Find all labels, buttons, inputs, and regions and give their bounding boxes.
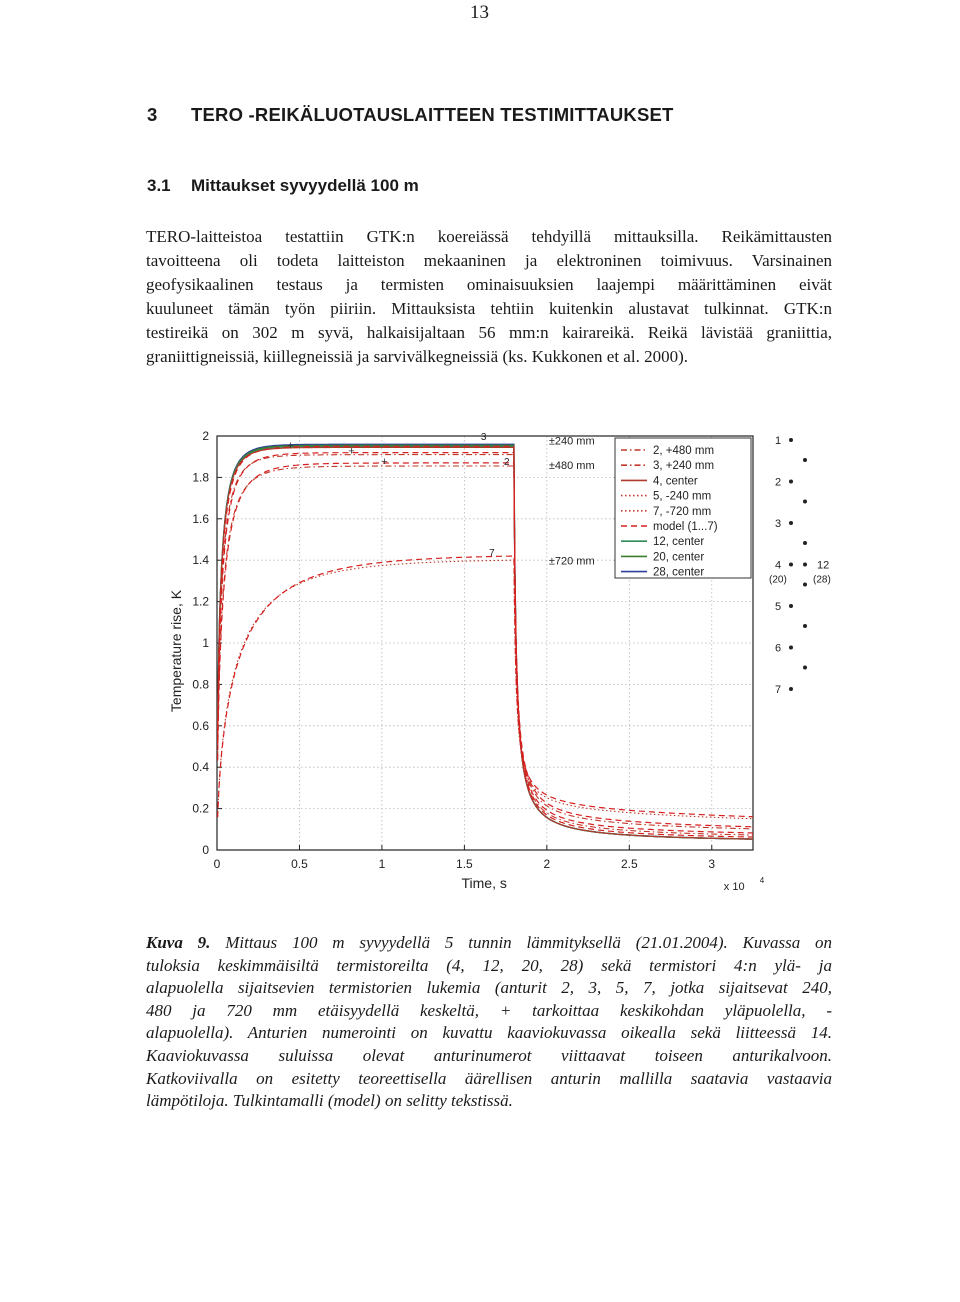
- y-tick-label: 2: [202, 429, 209, 443]
- sensor-diagram: [769, 435, 831, 696]
- sensor-dot: [803, 541, 807, 545]
- sensor-number: 4: [775, 559, 782, 572]
- y-tick-label: 0.4: [192, 760, 209, 775]
- body-paragraph: [146, 225, 832, 369]
- plus-marker: +: [287, 439, 294, 452]
- paragraph-line: tavoitteena oli todeta laitteiston mekaaninen ja elektroninen toimivuus. Varsinainen: [146, 251, 832, 270]
- x-tick-label: 1.5: [456, 857, 473, 871]
- legend-entry: 28, center: [653, 566, 705, 579]
- x-tick-label: 2.5: [620, 857, 638, 871]
- model-curve: [218, 556, 753, 817]
- subsection-number: 3.1: [147, 176, 171, 195]
- sensor-dot: [789, 604, 793, 608]
- chart-legend: [615, 438, 751, 579]
- sensor-dot: [803, 458, 807, 462]
- measured-curve: [218, 560, 753, 819]
- caption-line: alapuolella sijaitsevien termistorien lukemia (anturit 2, 3, 5, 7, jotka sijaitsevat 240,: [146, 978, 832, 998]
- x-tick-label: 2: [543, 857, 551, 871]
- sensor-dot: [803, 500, 807, 504]
- legend-entry: model (1...7): [653, 521, 718, 533]
- paragraph-line: kuuluneet tämän työn piiriin. Mittauksista tehtiin kuitenkin alustavat tulkinnat. GTK:n: [146, 299, 832, 318]
- caption-line: [146, 932, 832, 955]
- sensor-dot: [789, 521, 793, 525]
- legend-entry: 7, -720 mm: [653, 505, 712, 518]
- paragraph-line: graniittigneissiä, kiillegneissiä ja sarvivälkegneissiä (ks. Kukkonen et al. 2000).: [146, 347, 688, 366]
- plus-marker: +: [381, 455, 388, 468]
- sensor-number: 7: [775, 684, 782, 696]
- y-tick-label: 0.8: [192, 677, 209, 692]
- sensor-number: 5: [775, 601, 782, 613]
- caption-line: 480 ja 720 mm etäisyydellä keskeltä, + tarkoittaa keskikohdan yläpuolella, -: [146, 1000, 832, 1020]
- legend-entry: 2, +480 mm: [653, 445, 715, 457]
- sensor-dot: [789, 563, 793, 567]
- paragraph-line: testireikä on 302 m syvä, halkaisijaltaan 56 mm:n kairareikä. Reikä lävistää graniittia,: [146, 323, 832, 342]
- sensor-dot: [803, 624, 807, 628]
- caption-line: Katkoviivalla on esitetty teoreettisella äärellisen anturin mallilla saatavia vastaavia: [146, 1068, 832, 1088]
- subsection-heading: [147, 176, 419, 196]
- subsection-title: Mittaukset syvyydellä 100 m: [191, 176, 419, 195]
- x-axis-multiplier: x 10: [723, 881, 745, 893]
- sensor-dot: [789, 687, 793, 691]
- legend-entry: 4, center: [653, 475, 698, 488]
- sensor-dot: [803, 563, 807, 567]
- x-axis-multiplier-exponent: 4: [759, 876, 765, 885]
- y-tick-label: 0.6: [192, 718, 209, 733]
- x-tick-label: 3: [708, 857, 716, 871]
- y-tick-label: 0.2: [192, 801, 209, 816]
- y-tick-label: 1.4: [192, 553, 209, 568]
- x-axis-label: Time, s: [461, 875, 507, 891]
- temperature-chart: [155, 412, 845, 902]
- x-tick-label: 1: [378, 857, 386, 871]
- offset-annotation: ±480 mm: [548, 460, 595, 473]
- sensor-number: 6: [775, 642, 782, 655]
- y-tick-label: 1: [202, 636, 209, 650]
- legend-entry: 20, center: [653, 551, 705, 564]
- page-number: 13: [470, 2, 489, 23]
- offset-annotation: ±240 mm: [548, 435, 595, 448]
- y-tick-label: 1.2: [192, 594, 209, 609]
- offset-annotation: ±720 mm: [548, 555, 595, 568]
- sensor-dot: [803, 583, 807, 587]
- sensor-number-sub: (20): [769, 574, 787, 586]
- curve-label: 3: [480, 432, 487, 444]
- sensor-number: 1: [775, 435, 782, 447]
- sensor-number: 3: [775, 518, 782, 530]
- section-title: TERO -REIKÄLUOTAUSLAITTEEN TESTIMITTAUKSET: [191, 104, 674, 125]
- sensor-dot: [803, 666, 807, 670]
- sensor-dot: [789, 480, 793, 484]
- y-axis-label: Temperature rise, K: [168, 589, 184, 713]
- y-tick-label: 1.8: [192, 470, 209, 485]
- section-heading: [147, 104, 674, 126]
- legend-entry: 3, +240 mm: [653, 460, 715, 473]
- legend-entry: 12, center: [653, 536, 705, 549]
- paragraph-line: geofysikaalinen testaus ja termisten ominaisuuksien laajempi määrittäminen eivät: [146, 275, 832, 294]
- paragraph-line: TERO-laitteistoa testattiin GTK:n koereiässä tehdyillä mittauksilla. Reikämittausten: [146, 227, 832, 246]
- y-tick-label: 0: [202, 843, 209, 857]
- sensor-number: 12: [817, 559, 830, 572]
- x-tick-label: 0: [213, 857, 221, 871]
- curve-label: 7: [489, 548, 495, 560]
- sensor-dot: [789, 438, 793, 442]
- caption-label: Kuva 9.: [146, 933, 211, 952]
- plus-marker: +: [348, 445, 355, 458]
- caption-line: alapuolella). Anturien numerointi on kuvattu kaaviokuvassa oikealla sekä liitteessä 14.: [146, 1023, 832, 1043]
- y-tick-label: 1.6: [192, 511, 209, 526]
- legend-entry: 5, -240 mm: [653, 490, 712, 503]
- x-tick-label: 0.5: [291, 857, 308, 871]
- caption-line: lämpötiloja. Tulkintamalli (model) on selitty tekstissä.: [146, 1091, 513, 1111]
- sensor-dot: [789, 646, 793, 650]
- figure-caption: [146, 932, 832, 1113]
- caption-text: Mittaus 100 m syvyydellä 5 tunnin lämmityksellä (21.01.2004). Kuvassa on: [210, 933, 832, 952]
- section-number: 3: [147, 104, 158, 125]
- caption-line: tuloksia keskimmäisiltä termistoreilta (4, 12, 20, 28) sekä termistori 4:n ylä- ja: [146, 955, 832, 975]
- curve-label: 2: [503, 456, 510, 468]
- sensor-number: 2: [775, 476, 782, 489]
- sensor-number-sub: (28): [813, 574, 831, 586]
- caption-line: Kaaviokuvassa suluissa olevat anturinumerot viittaavat toiseen anturikalvoon.: [146, 1045, 832, 1065]
